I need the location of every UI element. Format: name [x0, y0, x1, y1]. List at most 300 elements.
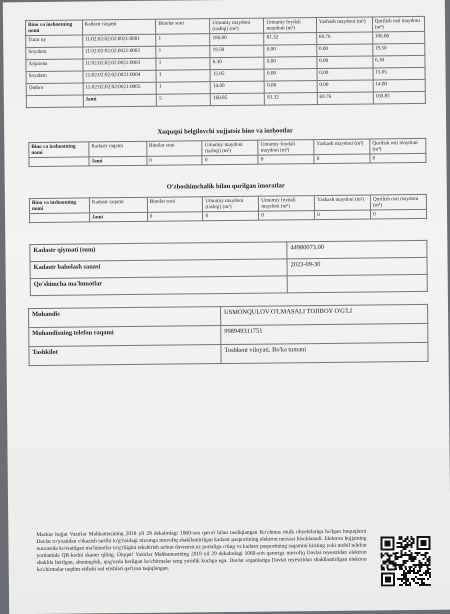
table-cell: 0 — [147, 212, 203, 222]
qr-module — [417, 572, 419, 574]
qr-module — [415, 564, 417, 566]
qr-module — [421, 580, 423, 582]
qr-module — [401, 574, 403, 576]
table-cell: 0.00 — [317, 80, 373, 93]
qr-module — [413, 570, 415, 572]
qr-module — [427, 578, 429, 580]
qr-module — [381, 566, 383, 568]
qr-module — [425, 564, 427, 566]
qr-module — [399, 584, 401, 586]
qr-module — [416, 536, 418, 538]
qr-module — [385, 562, 387, 564]
qr-module — [381, 576, 383, 578]
qr-module — [405, 574, 407, 576]
qr-module — [411, 578, 413, 580]
qr-module — [429, 584, 431, 586]
qr-module — [399, 578, 401, 580]
undocumented-buildings-table — [28, 138, 426, 167]
qr-module — [383, 584, 385, 586]
qr-module — [387, 554, 389, 556]
qr-module — [393, 578, 395, 580]
qr-module — [383, 554, 385, 556]
qr-module — [407, 584, 409, 586]
total-label: Jami — [90, 212, 148, 222]
qr-module — [423, 564, 425, 566]
column-header: Qurilish osti maydoni (m²) — [370, 194, 426, 210]
qr-module — [399, 566, 401, 568]
qr-module — [395, 558, 397, 560]
qr-module — [383, 568, 385, 570]
qr-module — [386, 542, 388, 544]
qr-module — [397, 564, 399, 566]
qr-module — [421, 564, 423, 566]
table-cell: 0.00 — [264, 69, 316, 82]
qr-module — [401, 578, 403, 580]
qr-module — [410, 538, 412, 540]
qr-module — [389, 562, 391, 564]
qr-module — [380, 540, 382, 542]
qr-module — [425, 554, 427, 556]
qr-module — [390, 536, 392, 538]
qr-module — [411, 546, 413, 548]
qr-module — [385, 544, 387, 546]
qr-module — [396, 542, 398, 544]
qr-module — [386, 536, 388, 538]
qr-module — [383, 560, 385, 562]
qr-module — [422, 542, 424, 544]
qr-module — [411, 566, 413, 568]
qr-module — [411, 560, 413, 562]
qr-module — [380, 542, 382, 544]
qr-module — [423, 578, 425, 580]
qr-module — [388, 542, 390, 544]
qr-module — [410, 536, 412, 538]
qr-module — [405, 560, 407, 562]
qr-module — [413, 564, 415, 566]
column-header: Umumiy foydali maydoni (m²) — [258, 140, 314, 156]
qr-module — [424, 542, 426, 544]
qr-module — [400, 536, 402, 538]
qr-module — [409, 582, 411, 584]
qr-module — [421, 584, 423, 586]
qr-module — [392, 540, 394, 542]
qr-module — [429, 556, 431, 558]
qr-module — [419, 564, 421, 566]
qr-module — [403, 546, 405, 548]
qr-module — [409, 558, 411, 560]
qr-module — [391, 548, 393, 550]
qr-code[interactable] — [380, 536, 431, 587]
table-cell: 11:02:02:02:02:0021:0002 — [82, 46, 156, 59]
qr-module — [385, 572, 387, 574]
table-cell: 5 — [157, 94, 211, 107]
qr-module — [389, 584, 391, 586]
qr-module — [381, 552, 383, 554]
qr-module — [419, 552, 421, 554]
qr-module — [417, 548, 419, 550]
qr-module — [400, 538, 402, 540]
table-cell: 69.76 — [317, 92, 373, 105]
valuation-label: Kadastr qiymati (sum) — [30, 242, 287, 262]
qr-module — [425, 562, 427, 564]
table-cell: 14.00 — [373, 79, 425, 92]
qr-module — [413, 558, 415, 560]
qr-module — [384, 536, 386, 538]
qr-module — [384, 542, 386, 544]
qr-module — [417, 546, 419, 548]
qr-module — [393, 562, 395, 564]
qr-module — [392, 538, 394, 540]
qr-module — [425, 552, 427, 554]
qr-module — [381, 548, 383, 550]
qr-module — [381, 574, 383, 576]
qr-module — [397, 556, 399, 558]
qr-module — [397, 578, 399, 580]
qr-module — [401, 552, 403, 554]
qr-module — [408, 540, 410, 542]
qr-module — [429, 544, 431, 546]
qr-module — [392, 542, 394, 544]
qr-module — [386, 540, 388, 542]
qr-module — [419, 548, 421, 550]
qr-module — [405, 580, 407, 582]
qr-module — [427, 560, 429, 562]
table-cell: 106.00 — [372, 31, 424, 44]
column-header: Qurilish osti maydoni (m²) — [370, 138, 426, 154]
qr-module — [385, 578, 387, 580]
qr-module — [427, 566, 429, 568]
column-header: Bino va inshootning nomi — [26, 20, 83, 36]
table-cell: 0.00 — [265, 81, 317, 94]
qr-module — [381, 572, 383, 574]
table-cell: 6.30 — [373, 55, 425, 68]
qr-module — [399, 564, 401, 566]
qr-module — [405, 578, 407, 580]
qr-module — [423, 572, 425, 574]
qr-module — [421, 548, 423, 550]
column-header: Umumiy maydoni (tashqi) (m²) — [202, 140, 258, 156]
qr-module — [392, 536, 394, 538]
table-cell: 11:02:02:02:02:0021:0005 — [83, 82, 157, 95]
column-header: Yashash maydoni (m²) — [316, 17, 372, 33]
qr-module — [389, 572, 391, 574]
qr-module — [405, 566, 407, 568]
qr-module — [397, 558, 399, 560]
qr-module — [403, 582, 405, 584]
qr-module — [391, 560, 393, 562]
qr-module — [387, 552, 389, 554]
qr-module — [409, 554, 411, 556]
qr-module — [381, 564, 383, 566]
column-header: Qurilish osti maydoni (m²) — [372, 16, 424, 32]
qr-module — [398, 536, 400, 538]
qr-module — [419, 568, 421, 570]
qr-module — [389, 580, 391, 582]
qr-module — [419, 566, 421, 568]
qr-module — [407, 572, 409, 574]
qr-module — [409, 568, 411, 570]
table-cell: 1 — [156, 58, 210, 71]
column-header: Kadastr raqami — [89, 197, 147, 213]
qr-module — [401, 568, 403, 570]
table-cell: 69.76 — [316, 32, 372, 45]
qr-module — [401, 556, 403, 558]
qr-module — [403, 562, 405, 564]
qr-module — [397, 552, 399, 554]
qr-module — [391, 554, 393, 556]
qr-module — [417, 552, 419, 554]
qr-module — [405, 546, 407, 548]
qr-module — [399, 546, 401, 548]
qr-module — [385, 584, 387, 586]
qr-module — [391, 584, 393, 586]
qr-module — [383, 548, 385, 550]
table-cell: 0 — [259, 211, 315, 221]
qr-module — [384, 540, 386, 542]
qr-module — [385, 580, 387, 582]
qr-module — [416, 540, 418, 542]
section-title: O'zboshimchalik bilan qurilgan imoratlar — [166, 182, 285, 191]
qr-module — [415, 576, 417, 578]
qr-module — [423, 548, 425, 550]
qr-module — [389, 548, 391, 550]
qr-module — [387, 558, 389, 560]
table-cell: 11:02:02:02:02:0021:0003 — [83, 58, 157, 71]
qr-module — [393, 568, 395, 570]
table-cell: 0 — [315, 210, 371, 220]
qr-module — [393, 576, 395, 578]
qr-module — [393, 544, 395, 546]
qr-module — [409, 550, 411, 552]
qr-module — [383, 566, 385, 568]
qr-module — [388, 540, 390, 542]
qr-module — [423, 544, 425, 546]
qr-module — [388, 536, 390, 538]
qr-module — [425, 544, 427, 546]
qr-module — [417, 582, 419, 584]
qr-module — [411, 558, 413, 560]
qr-module — [403, 554, 405, 556]
table-cell: 11:02:02:02:02:0021:0004 — [83, 70, 157, 83]
table-cell: Ombor — [26, 83, 83, 96]
qr-module — [429, 548, 431, 550]
qr-module — [429, 558, 431, 560]
qr-module — [412, 542, 414, 544]
table-cell: 0 — [314, 154, 370, 164]
qr-module — [403, 578, 405, 580]
qr-module — [401, 580, 403, 582]
qr-module — [389, 556, 391, 558]
qr-module — [387, 544, 389, 546]
qr-module — [393, 546, 395, 548]
qr-module — [411, 552, 413, 554]
qr-module — [400, 542, 402, 544]
qr-module — [406, 536, 408, 538]
qr-module — [407, 554, 409, 556]
qr-module — [416, 542, 418, 544]
table-cell — [30, 213, 90, 223]
qr-module — [387, 576, 389, 578]
qr-module — [407, 546, 409, 548]
qr-module — [393, 572, 395, 574]
qr-module — [409, 584, 411, 586]
table-cell — [26, 95, 83, 108]
table-cell: Soyabon — [26, 47, 83, 60]
qr-module — [380, 536, 382, 538]
qr-module — [387, 548, 389, 550]
qr-module — [413, 568, 415, 570]
qr-module — [421, 566, 423, 568]
table-row — [30, 274, 427, 295]
extra-label: Qo'shimcha ma'lumotlar — [30, 276, 287, 296]
table-cell: 0 — [203, 211, 259, 221]
qr-module — [401, 564, 403, 566]
qr-module — [417, 578, 419, 580]
qr-module — [389, 578, 391, 580]
qr-module — [401, 566, 403, 568]
table-cell: 0 — [258, 155, 314, 165]
column-header: Umumiy maydoni (tashqi) (m²) — [203, 196, 259, 212]
table-cell: Soyabon — [26, 71, 83, 84]
date-value: 2023-09-30 — [287, 257, 427, 275]
qr-module — [403, 572, 405, 574]
qr-module — [387, 578, 389, 580]
table-cell: 15.05 — [210, 69, 264, 82]
qr-module — [415, 558, 417, 560]
qr-module — [399, 556, 401, 558]
total-label: Jami — [89, 156, 147, 166]
table-cell: 0.00 — [264, 45, 316, 58]
qr-module — [391, 568, 393, 570]
table-cell: 160.85 — [373, 91, 425, 104]
qr-module — [421, 562, 423, 564]
qr-module — [397, 546, 399, 548]
qr-module — [427, 570, 429, 572]
qr-module — [405, 582, 407, 584]
table-cell: 0.00 — [316, 44, 372, 57]
qr-module — [429, 564, 431, 566]
qr-module — [405, 572, 407, 574]
qr-module — [407, 570, 409, 572]
table-cell: Xojatona — [26, 59, 83, 72]
qr-module — [429, 546, 431, 548]
qr-module — [401, 546, 403, 548]
table-cell: 14.00 — [210, 81, 264, 94]
qr-module — [419, 570, 421, 572]
table-cell: 15.05 — [373, 67, 425, 80]
engineer-name: USMONQULOV O'LMASALI TOJIBOY O'G'LI — [221, 304, 428, 325]
qr-module — [406, 538, 408, 540]
table-cell: 1 — [156, 82, 210, 95]
qr-module — [381, 580, 383, 582]
qr-module — [406, 542, 408, 544]
column-header: Yashash maydoni (m²) — [315, 195, 371, 211]
qr-module — [419, 584, 421, 586]
qr-module — [417, 554, 419, 556]
qr-module — [415, 566, 417, 568]
qr-module — [395, 554, 397, 556]
table-cell: 0.00 — [317, 68, 373, 81]
qr-module — [389, 568, 391, 570]
qr-module — [428, 536, 430, 538]
qr-module — [403, 576, 405, 578]
engineer-phone: 998949311751 — [221, 323, 428, 344]
qr-module — [429, 560, 431, 562]
qr-module — [415, 556, 417, 558]
qr-module — [427, 564, 429, 566]
qr-module — [428, 538, 430, 540]
qr-module — [383, 572, 385, 574]
qr-module — [393, 582, 395, 584]
qr-module — [389, 576, 391, 578]
table-cell: Turar uy — [26, 35, 83, 48]
qr-module — [381, 582, 383, 584]
qr-module — [428, 540, 430, 542]
qr-module — [429, 568, 431, 570]
column-header: Umumiy maydoni (tashqi) (m²) — [210, 18, 264, 34]
valuation-table — [29, 240, 428, 296]
table-cell: 0.00 — [264, 57, 316, 70]
qr-module — [419, 578, 421, 580]
qr-module — [381, 584, 383, 586]
qr-module — [405, 568, 407, 570]
qr-module — [403, 548, 405, 550]
qr-module — [411, 556, 413, 558]
qr-module — [409, 566, 411, 568]
qr-module — [401, 544, 403, 546]
qr-module — [393, 580, 395, 582]
qr-module — [395, 562, 397, 564]
qr-module — [395, 552, 397, 554]
qr-module — [425, 572, 427, 574]
table-cell — [29, 157, 89, 167]
extra-value — [287, 274, 427, 292]
qr-module — [381, 568, 383, 570]
qr-module — [391, 572, 393, 574]
qr-module — [393, 564, 395, 566]
table-cell: 1 — [156, 70, 210, 83]
column-header: Binolar soni — [156, 19, 210, 35]
qr-module — [413, 556, 415, 558]
qr-module — [413, 578, 415, 580]
qr-module — [413, 572, 415, 574]
qr-module — [389, 544, 391, 546]
qr-module — [427, 572, 429, 574]
qr-module — [393, 574, 395, 576]
table-cell: 81.32 — [265, 93, 317, 106]
qr-module — [420, 536, 422, 538]
valuation-value: 44980073.00 — [287, 240, 427, 258]
date-label: Kadastr baholash sanasi — [30, 259, 287, 279]
qr-module — [412, 540, 414, 542]
qr-module — [425, 548, 427, 550]
qr-module — [403, 570, 405, 572]
table-cell: 0 — [370, 153, 426, 163]
qr-module — [409, 556, 411, 558]
qr-module — [387, 584, 389, 586]
qr-module — [402, 540, 404, 542]
qr-module — [419, 560, 421, 562]
column-header: Kadastr raqami — [82, 19, 156, 35]
total-label: Jami — [83, 94, 157, 107]
column-header: Bino va inshootning nomi — [29, 142, 89, 158]
qr-module — [405, 552, 407, 554]
table-cell: 0 — [202, 155, 258, 165]
qr-module — [405, 548, 407, 550]
engineer-label: Muhandis — [29, 307, 221, 328]
qr-module — [422, 540, 424, 542]
qr-module — [403, 560, 405, 562]
